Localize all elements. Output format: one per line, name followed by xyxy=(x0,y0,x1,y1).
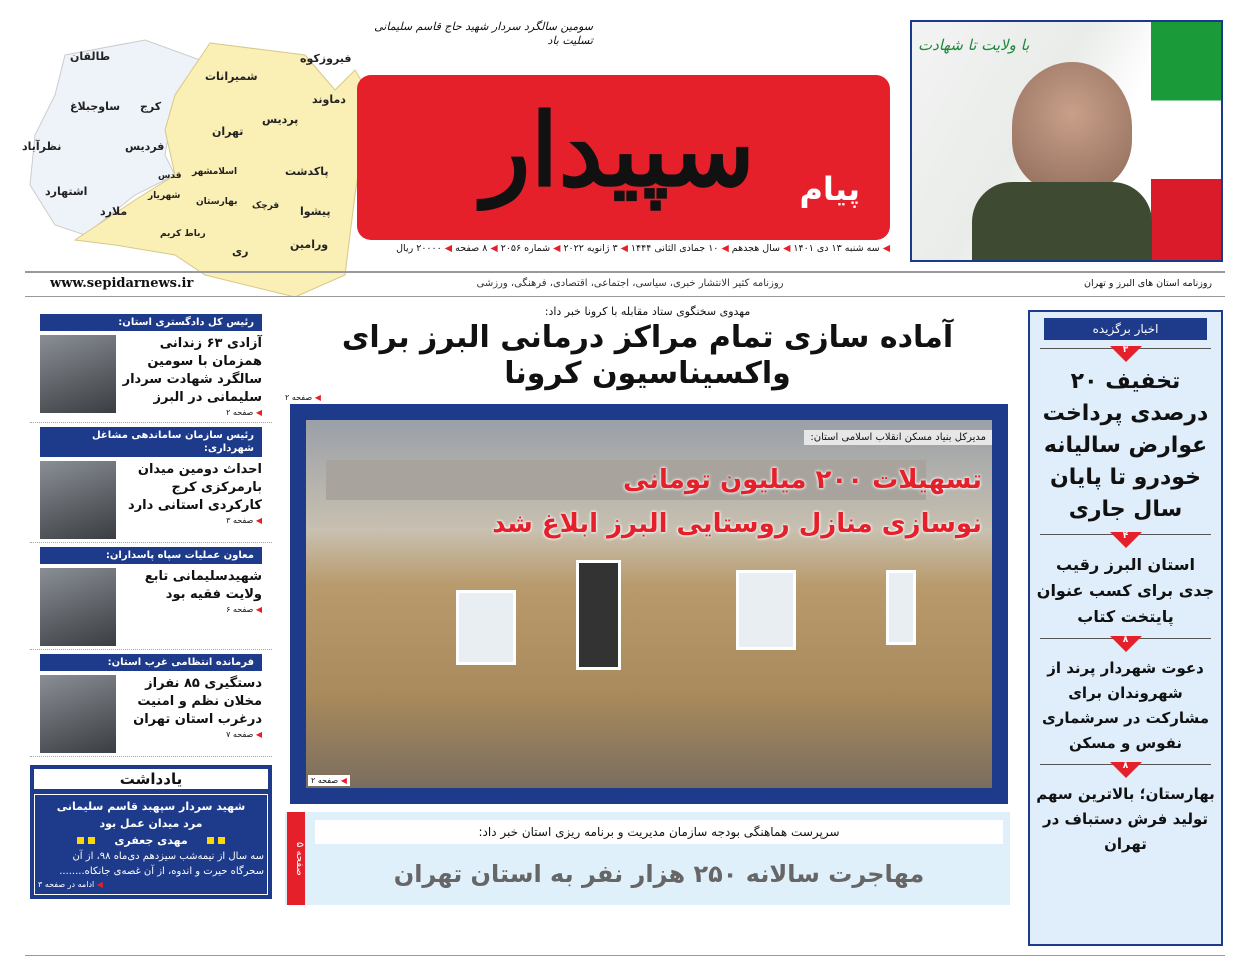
year-volume: سال هجدهم xyxy=(731,243,781,254)
portrait-uniform xyxy=(972,182,1152,260)
map-label: طالقان xyxy=(70,50,111,63)
map-label: فردیس xyxy=(125,140,165,153)
photo-headline: تسهیلات ۲۰۰ میلیون تومانی نوسازی منازل روستایی البرز ابلاغ شد xyxy=(492,465,982,539)
map-label: دماوند xyxy=(312,93,346,106)
main-headline[interactable]: آماده سازی تمام مراکز درمانی البرز برای واکسیناسیون کرونا xyxy=(341,320,954,391)
slogan: روزنامه کثیر الانتشار خبری، سیاسی، اجتماعی، اقتصادی، فرهنگی، ورزشی xyxy=(476,278,784,289)
map-label: قرچک xyxy=(252,201,280,211)
note-continue: ◀ ادامه در صفحه ۳ xyxy=(38,880,103,889)
note-headline: شهید سردار سپهبد قاسم سلیمانی xyxy=(56,800,246,813)
news-title: احداث دومین میدان بارمرکزی کرج کارکردی استانی دارد xyxy=(128,462,262,513)
map-label: اشتهارد xyxy=(45,185,88,198)
news-source: رئیس کل دادگستری استان: xyxy=(40,314,262,331)
date-gregorian: ۳ ژانویه ۲۰۲۲ xyxy=(563,243,618,254)
news-photo xyxy=(40,675,116,753)
note-author-row xyxy=(38,832,264,849)
dateline: ◀ سه شنبه ۱۳ دی ۱۴۰۱ ◀ سال هجدهم ◀ ۱۰ جمادی الثانی ۱۴۴۴ ◀ ۳ ژانویه ۲۰۲۲ ◀ شماره ۲۰۵۶ ◀ ۸ صفحه ◀ ۲۰۰۰۰ ریال xyxy=(396,243,890,254)
poster-caption: با ولایت تا شهادت xyxy=(918,36,1030,54)
anniversary-line: سومین سالگرد سردار شهید حاج قاسم سلیمانی تسلیت باد xyxy=(374,20,593,47)
map-label: پاکدشت xyxy=(285,165,329,178)
bottom-kicker: سرپرست هماهنگی بودجه سازمان مدیریت و برنامه ریزی استان خبر داد: xyxy=(315,820,1003,844)
logo-title: سپیدار xyxy=(482,91,755,209)
map-label: شهریار xyxy=(148,191,181,201)
news-item[interactable] xyxy=(30,427,272,543)
news-source: معاون عملیات سپاه پاسداران: xyxy=(40,547,262,564)
divider xyxy=(25,296,1225,297)
news-item[interactable] xyxy=(30,547,272,650)
center-column xyxy=(285,304,1010,905)
page-marker: ۳ xyxy=(1040,346,1211,364)
editorial-note[interactable] xyxy=(30,765,272,899)
website-link[interactable]: www.sepidarnews.ir xyxy=(50,276,194,291)
news-photo xyxy=(40,461,116,539)
news-item[interactable] xyxy=(30,654,272,757)
bottom-story[interactable] xyxy=(285,812,1010,905)
left-news-column xyxy=(30,310,272,899)
page-ref: ◀ صفحه ۳ xyxy=(226,516,262,525)
page-marker: ۸ xyxy=(1040,762,1211,780)
map-label: تهران xyxy=(212,125,244,138)
news-source: رئیس سازمان ساماندهی مشاغل شهرداری: xyxy=(40,427,262,457)
page-ref: ◀ صفحه ۷ xyxy=(226,730,262,739)
issue-number: شماره ۲۰۵۶ xyxy=(500,243,551,254)
map-label: قدس xyxy=(158,171,182,181)
map-label: فیروزکوه xyxy=(300,52,352,65)
news-photo xyxy=(40,335,116,413)
region-label: روزنامه استان های البرز و تهران xyxy=(1084,278,1212,289)
featured-news xyxy=(1028,310,1223,946)
map-label: بهارستان xyxy=(196,197,238,207)
page-ref: ◀ صفحه ۲ xyxy=(308,775,350,786)
price: ۲۰۰۰۰ ریال xyxy=(396,243,442,254)
page-tab: صفحه ۵ xyxy=(287,812,305,905)
date-weekday: سه شنبه ۱۳ دی ۱۴۰۱ xyxy=(793,243,880,254)
map-label: شمیرانات xyxy=(205,70,258,83)
map-label: ری xyxy=(232,245,249,258)
page-marker: ۸ xyxy=(1040,636,1211,654)
bottom-headline: مهاجرت سالانه ۲۵۰ هزار نفر به استان تهران xyxy=(393,860,925,888)
note-body: سه سال از نیمه‌شب سیزدهم دی‌ماه ۹۸، از آن سحرگاه حیرت و اندوه، از آن غصه‌ی جانکاه........ xyxy=(59,851,264,877)
news-title: دستگیری ۸۵ نفراز مخلان نظم و امنیت درغرب استان تهران xyxy=(133,676,262,727)
map-label: اسلامشهر xyxy=(192,167,238,177)
news-title: آزادی ۶۳ زندانی همزمان با سومین سالگرد شهادت سردار سلیمانی در البرز xyxy=(122,336,262,405)
map-label: ساوجبلاغ xyxy=(70,100,121,113)
featured-item[interactable]: تخفیف ۲۰ درصدی پرداخت عوارض سالیانه خودرو تا پایان سال جاری xyxy=(1042,369,1209,522)
map-label: پیشوا xyxy=(300,205,331,218)
map-label: نظرآباد xyxy=(22,140,62,153)
map-label: پردیس xyxy=(262,113,299,126)
logo-subtitle: پیام xyxy=(799,170,860,208)
page-count: ۸ صفحه xyxy=(455,243,488,254)
page-ref: ◀ صفحه ۲ xyxy=(285,393,321,402)
house-photo xyxy=(306,420,992,788)
note-author: مهدی جعفری xyxy=(114,834,188,847)
date-hijri: ۱۰ جمادی الثانی ۱۴۴۴ xyxy=(630,243,719,254)
page-ref: ◀ صفحه ۲ xyxy=(226,408,262,417)
divider xyxy=(25,271,1225,273)
page-marker: ۴ xyxy=(1040,532,1211,550)
news-item[interactable] xyxy=(30,314,272,423)
note-title: یادداشت xyxy=(34,769,268,789)
note-headline: مرد میدان عمل بود xyxy=(99,817,203,830)
map-label: رباط کریم xyxy=(160,229,206,239)
page-ref: ◀ صفحه ۶ xyxy=(226,605,262,614)
divider xyxy=(25,955,1225,956)
featured-title: اخبار برگزیده xyxy=(1044,318,1207,340)
news-title: شهیدسلیمانی تابع ولایت فقیه بود xyxy=(144,569,262,602)
main-kicker: مهدوی سخنگوی ستاد مقابله با کرونا خبر داد: xyxy=(544,305,751,318)
featured-item[interactable]: استان البرز رقیب جدی برای کسب عنوان پایتخت کتاب xyxy=(1036,555,1215,626)
photo-kicker: مدیرکل بنیاد مسکن انقلاب اسلامی استان: xyxy=(804,430,992,445)
news-source: فرمانده انتظامی غرب استان: xyxy=(40,654,262,671)
iran-flag xyxy=(1151,22,1221,260)
map-label: ورامین xyxy=(290,238,329,251)
news-photo xyxy=(40,568,116,646)
featured-item[interactable]: دعوت شهردار پرند از شهروندان برای مشارکت در سرشماری نفوس و مسکن xyxy=(1041,659,1210,752)
lead-photo-story[interactable] xyxy=(290,404,1008,804)
map-label: ملارد xyxy=(100,205,128,218)
featured-item[interactable]: بهارستان؛ بالاترین سهم تولید فرش دستباف در تهران xyxy=(1036,785,1215,853)
portrait-photo xyxy=(1012,62,1132,192)
map-label: کرج xyxy=(140,100,162,113)
commemoration-poster xyxy=(910,20,1223,262)
newspaper-logo xyxy=(357,75,890,240)
